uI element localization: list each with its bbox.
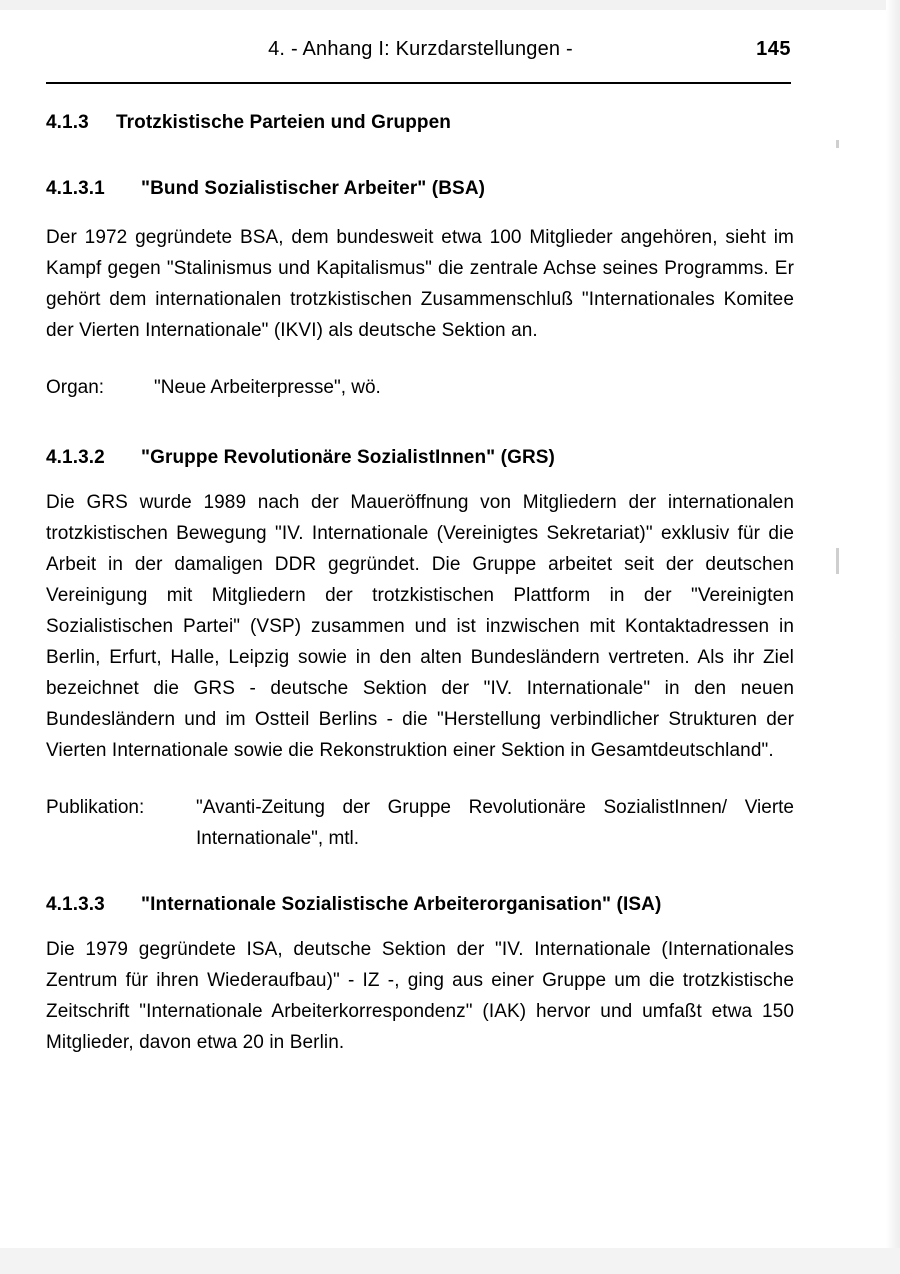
subsection-heading-2: [46, 447, 794, 469]
subsection-title: "Gruppe Revolutionäre SozialistInnen" (GRS): [141, 447, 555, 468]
subsection-number: 4.1.3.2: [46, 447, 105, 468]
subsection-paragraph-2: Die GRS wurde 1989 nach der Maueröffnung von Mitgliedern der internationalen trotzkistischen Bewegung "IV. Internationale (Vereinigtes Sekretariat)" exklusiv für die Arbeit in der damaligen DDR gegründet. Die Gruppe arbeitet seit der deutschen Vereinigung mit Mitgliedern der trotzkistischen Plattform in der "Vereinigten Sozialistischen Partei" (VSP) zusammen und ist inzwischen mit Kontaktadressen in Berlin, Erfurt, Halle, Leipzig sowie in den alten Bundesländern vertreten. Als ihr Ziel bezeichnet die GRS - deutsche Sektion der "IV. Internationale" in den neuen Bundesländern und im Ostteil Berlins - die "Herstellung verbindlicher Strukturen der Vierten Internationale sowie die Rekonstruktion einer Sektion in Gesamtdeutschland".: [46, 492, 794, 761]
subsection-paragraph-3: Die 1979 gegründete ISA, deutsche Sektion der "IV. Internationale (Internationales Zentrum für ihren Wiederaufbau)" - IZ -, ging aus einer Gruppe um die trotzkistische Zeitschrift "Internationale Arbeiterkorrespondenz" (IAK) hervor und umfaßt etwa 150 Mitglieder, davon etwa 20 in Berlin.: [46, 939, 794, 1053]
organ-value: "Neue Arbeiterpresse", wö.: [154, 377, 381, 398]
publication-value: "Avanti-Zeitung der Gruppe Revolutionäre SozialistInnen/ Vierte Internationale", mtl.: [196, 797, 794, 849]
organ-entry: [46, 372, 794, 403]
page-header: [46, 38, 791, 61]
subsection-title: "Bund Sozialistischer Arbeiter" (BSA): [141, 178, 486, 199]
subsection-heading-1: [46, 178, 794, 200]
subsection-title: "Internationale Sozialistische Arbeiterorganisation" (ISA): [141, 894, 662, 915]
subsection-number: 4.1.3.3: [46, 894, 105, 915]
subsection-paragraph-1: Der 1972 gegründete BSA, dem bundesweit etwa 100 Mitglieder angehören, sieht im Kampf gegen "Stalinismus und Kapitalismus" die zentrale Achse seines Programms. Er gehört dem internationalen trotzkistischen Zusammenschluß "Internationales Komitee der Vierten Internationale" (IKVI) als deutsche Sektion an.: [46, 227, 794, 341]
subsection-number: 4.1.3.1: [46, 178, 105, 199]
subsection-heading-3: [46, 894, 794, 916]
section-number: 4.1.3: [46, 112, 89, 133]
publication-label: Publikation:: [46, 797, 145, 818]
section-heading: [46, 112, 794, 134]
organ-label: Organ:: [46, 377, 105, 398]
page-body: [46, 112, 794, 1058]
header-divider: [46, 82, 791, 84]
section-title: Trotzkistische Parteien und Gruppen: [116, 112, 452, 133]
publication-entry: [46, 792, 794, 854]
page-number: 145: [756, 38, 791, 60]
running-title: 4. - Anhang I: Kurzdarstellungen -: [268, 38, 573, 60]
